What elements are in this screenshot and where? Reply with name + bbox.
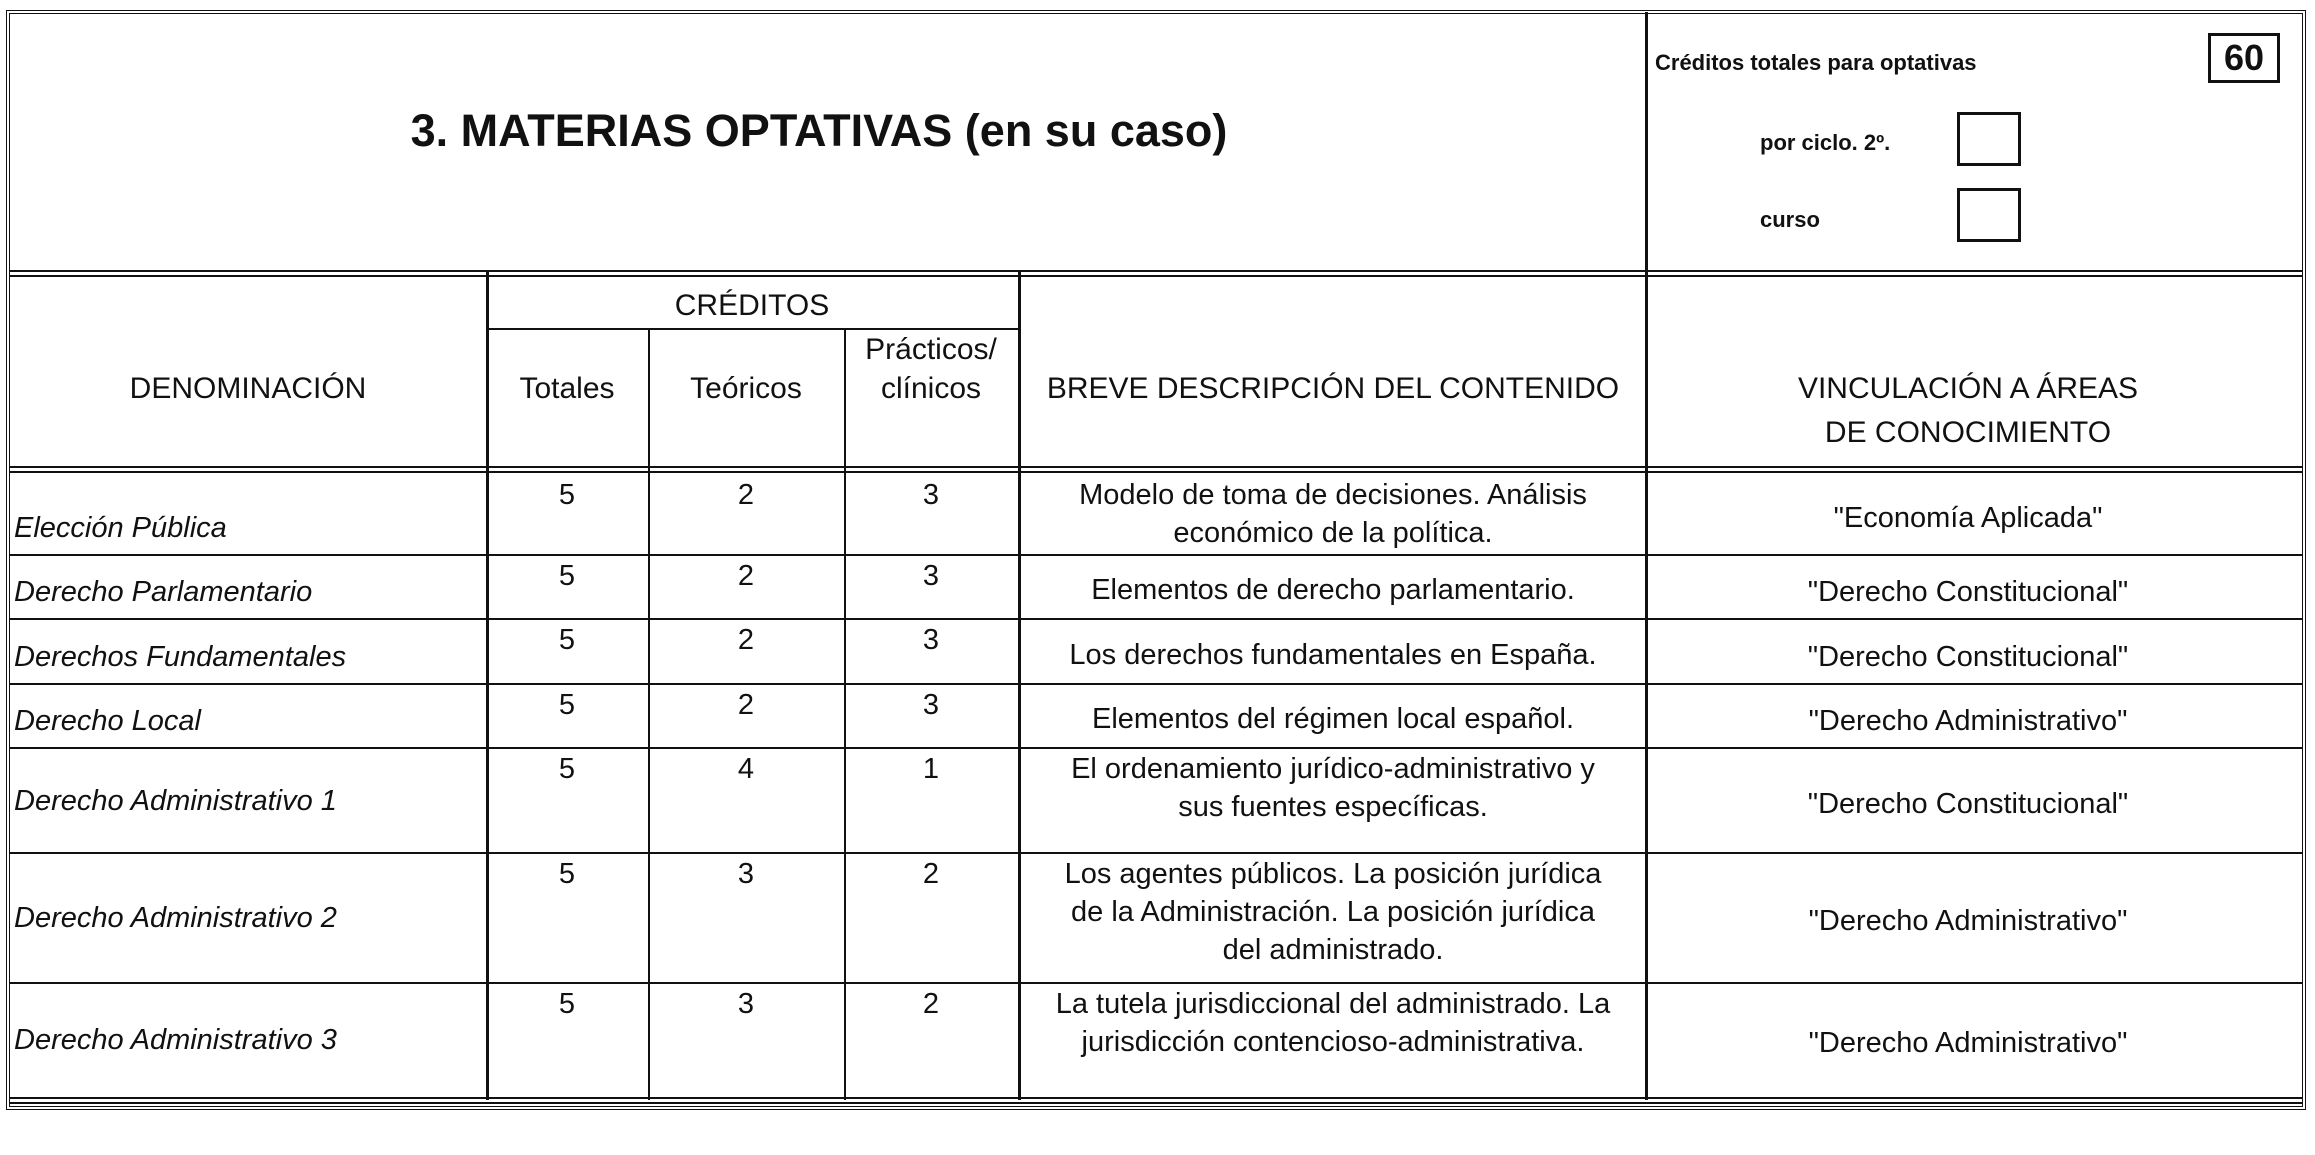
row-separator: [10, 747, 2302, 749]
row-teoricos: 2: [737, 479, 755, 511]
row-name: Derecho Administrativo 1: [14, 784, 337, 817]
row-area: "Derecho Constitucional": [1807, 787, 2129, 820]
row-description-line: La tutela jurisdiccional del administrado. La: [1055, 988, 1611, 1020]
row-teoricos: 3: [737, 858, 755, 890]
row-totales: 5: [558, 988, 576, 1020]
row-totales: 5: [558, 560, 576, 592]
header-body-separator: [10, 466, 2302, 473]
row-name: Elección Pública: [14, 512, 227, 544]
row-teoricos: 2: [737, 689, 755, 721]
row-area: "Economía Aplicada": [1833, 501, 2103, 534]
row-separator: [10, 982, 2302, 984]
credits-total-value: 60: [2223, 37, 2265, 78]
row-area: "Derecho Constitucional": [1807, 576, 2129, 608]
row-description-line: Modelo de toma de decisiones. Análisis: [1079, 479, 1587, 511]
page-title: 3. MATERIAS OPTATIVAS (en su caso): [410, 105, 1228, 156]
row-totales: 5: [558, 689, 576, 721]
row-practicos: 3: [922, 689, 940, 721]
header-teoricos: Teóricos: [690, 372, 802, 405]
row-totales: 5: [558, 753, 576, 785]
row-teoricos: 2: [737, 560, 755, 592]
row-separator: [10, 683, 2302, 685]
row-separator: [10, 852, 2302, 854]
row-area: "Derecho Administrativo": [1808, 705, 2128, 737]
table-bottom: [10, 1097, 2302, 1104]
row-teoricos: 4: [737, 753, 755, 785]
row-area: "Derecho Constitucional": [1807, 641, 2129, 673]
row-totales: 5: [558, 624, 576, 656]
per-cycle-box[interactable]: [1957, 112, 2021, 166]
row-name: Derechos Fundamentales: [14, 641, 347, 673]
row-practicos: 2: [922, 858, 940, 890]
per-cycle-label: por ciclo. 2º.: [1760, 130, 1891, 155]
row-name: Derecho Parlamentario: [14, 576, 313, 608]
header-practicos-line1: Prácticos/: [865, 333, 997, 366]
col-line-4: [1018, 272, 1021, 1100]
header-totales: Totales: [519, 372, 615, 405]
row-description-line: Los derechos fundamentales en España.: [1069, 639, 1597, 671]
header-vinculacion-line2: DE CONOCIMIENTO: [1824, 416, 2112, 449]
row-description-line: Elementos del régimen local español.: [1092, 703, 1574, 735]
row-description-line: Elementos de derecho parlamentario.: [1091, 574, 1575, 606]
row-name: Derecho Administrativo 2: [14, 902, 337, 934]
row-area: "Derecho Administrativo": [1808, 1027, 2128, 1059]
credits-total-box: [2208, 33, 2280, 83]
course-label: curso: [1760, 207, 1820, 232]
row-practicos: 3: [922, 479, 940, 511]
header-practicos-line2: clínicos: [880, 372, 982, 405]
row-separator: [10, 554, 2302, 556]
row-name: Derecho Administrativo 3: [14, 1024, 337, 1056]
row-description-line: del administrado.: [1222, 934, 1444, 966]
row-description-line: Los agentes públicos. La posición jurídica: [1064, 858, 1602, 890]
header-denominacion: DENOMINACIÓN: [129, 372, 367, 405]
row-totales: 5: [558, 858, 576, 890]
row-practicos: 2: [922, 988, 940, 1020]
row-separator: [10, 618, 2302, 620]
row-practicos: 1: [922, 753, 940, 785]
row-teoricos: 2: [737, 624, 755, 656]
row-teoricos: 3: [737, 988, 755, 1020]
course-box[interactable]: [1957, 188, 2021, 242]
row-name: Derecho Local: [14, 705, 201, 737]
header-creditos: CRÉDITOS: [674, 289, 830, 322]
row-area: "Derecho Administrativo": [1808, 905, 2128, 937]
row-description-line: jurisdicción contencioso-administrativa.: [1081, 1026, 1585, 1058]
title-header-separator: [10, 270, 2302, 277]
row-practicos: 3: [922, 624, 940, 656]
row-description-line: sus fuentes específicas.: [1178, 791, 1488, 823]
credits-total-label: Créditos totales para optativas: [1655, 50, 1977, 75]
row-totales: 5: [558, 479, 576, 511]
row-description-line: económico de la política.: [1173, 517, 1493, 549]
header-descripcion: BREVE DESCRIPCIÓN DEL CONTENIDO: [1046, 372, 1620, 405]
row-practicos: 3: [922, 560, 940, 592]
row-description-line: El ordenamiento jurídico-administrativo y: [1071, 753, 1595, 785]
header-vinculacion-line1: VINCULACIÓN A ÁREAS: [1797, 372, 2139, 405]
row-description-line: de la Administración. La posición jurídica: [1071, 896, 1595, 928]
